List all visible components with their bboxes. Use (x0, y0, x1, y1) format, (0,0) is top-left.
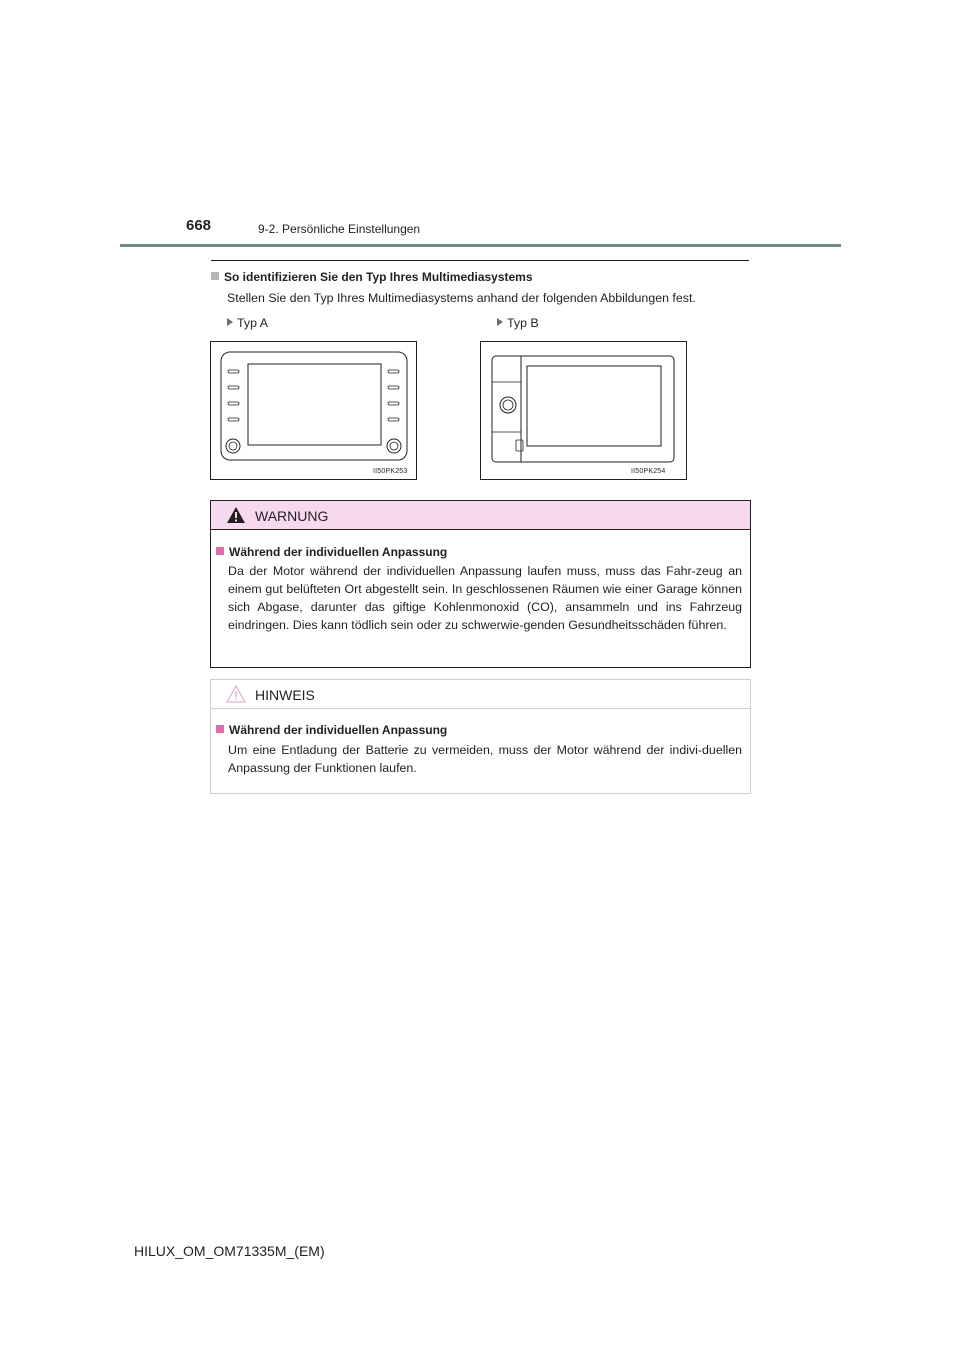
footer-manual-code: HILUX_OM_OM71335M_(EM) (134, 1243, 325, 1259)
figure-typ-b (480, 341, 687, 480)
square-bullet-icon (216, 725, 224, 733)
section-title: 9-2. Persönliche Einstellungen (258, 222, 421, 236)
figure-typ-a (210, 341, 417, 480)
square-bullet-icon (211, 272, 219, 280)
arrow-bullet-icon (227, 318, 233, 326)
typ-b-label: Typ B (497, 316, 539, 330)
multimedia-unit-typ-a-illustration (211, 342, 416, 479)
hint-text: Um eine Entladung der Batterie zu vermeiden, muss der Motor während der indivi-duellen Anpassung der Funktionen laufen. (228, 743, 742, 775)
warning-subheading: Während der individuellen Anpassung (216, 545, 447, 559)
hint-box (210, 679, 751, 794)
hint-triangle-icon (226, 685, 246, 703)
header-rule (120, 244, 841, 247)
figure-code: II50PK254 (631, 468, 666, 475)
warning-title: WARNUNG (255, 508, 329, 524)
intro-heading: So identifizieren Sie den Typ Ihres Multimediasystems (211, 270, 533, 284)
figure-code: II50PK253 (373, 468, 408, 475)
warning-triangle-icon (226, 506, 246, 524)
multimedia-unit-typ-b-illustration (481, 342, 686, 479)
warning-header (211, 501, 750, 530)
hint-title: HINWEIS (255, 687, 315, 703)
hint-subheading: Während der individuellen Anpassung (216, 723, 447, 737)
intro-text: Stellen Sie den Typ Ihres Multimediasystems anhand der folgenden Abbildungen fest. (227, 291, 696, 305)
arrow-bullet-icon (497, 318, 503, 326)
divider (211, 260, 749, 261)
page-number: 668 (186, 217, 212, 234)
typ-a-label: Typ A (227, 316, 268, 330)
warning-box (210, 500, 751, 668)
square-bullet-icon (216, 547, 224, 555)
warning-text: Da der Motor während der individuellen Anpassung laufen muss, muss das Fahr-zeug an einem gut belüfteten Ort abgestellt sein. In geschlossenen Räumen wie einer Garage können sich Abgase, darunter das giftige Kohlenmonoxid (CO), ansammeln und ins Fahrzeug eindringen. Dies kann tödlich sein oder zu schwerwie-genden Gesundheitsschäden führen. (228, 564, 742, 632)
hint-header (211, 680, 750, 709)
